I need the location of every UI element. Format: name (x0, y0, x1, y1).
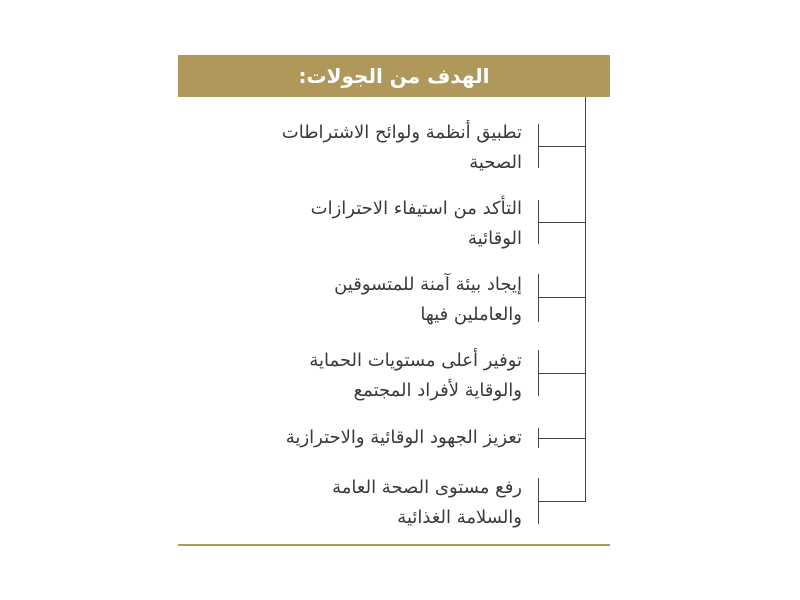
goal-item-2 (182, 194, 522, 254)
goal-item-1-line2: الصحية (469, 152, 522, 173)
connector-2 (538, 222, 585, 223)
connector-3 (538, 297, 585, 298)
trunk-line (585, 97, 586, 502)
goal-item-6-line1: رفع مستوى الصحة العامة (332, 477, 522, 498)
connector-1 (538, 146, 585, 147)
goal-item-2-line1: التأكد من استيفاء الاحترازات (310, 198, 522, 219)
diagram-title: الهدف من الجولات: (178, 55, 610, 97)
connector-5 (538, 438, 585, 439)
goal-item-5-line1: تعزيز الجهود الوقائية والاحترازية (285, 427, 522, 448)
connector-4 (538, 373, 585, 374)
goal-item-4-line2: والوقاية لأفراد المجتمع (353, 380, 522, 401)
bracket-3 (538, 274, 539, 322)
goal-item-6 (182, 473, 522, 533)
goal-item-3 (182, 270, 522, 330)
goal-item-1-line1: تطبيق أنظمة ولوائح الاشتراطات (281, 122, 522, 143)
goal-item-5 (182, 423, 522, 453)
goal-item-1 (182, 118, 522, 178)
connector-6 (538, 501, 585, 502)
goal-item-6-line2: والسلامة الغذائية (397, 507, 522, 528)
footer-rule (178, 544, 610, 546)
goal-item-4-line1: توفير أعلى مستويات الحماية (309, 350, 522, 371)
goal-item-3-line2: والعاملين فيها (420, 304, 522, 325)
goal-item-3-line1: إيجاد بيئة آمنة للمتسوقين (334, 274, 522, 295)
goal-item-2-line2: الوقائية (468, 228, 522, 249)
goal-item-4 (182, 346, 522, 406)
